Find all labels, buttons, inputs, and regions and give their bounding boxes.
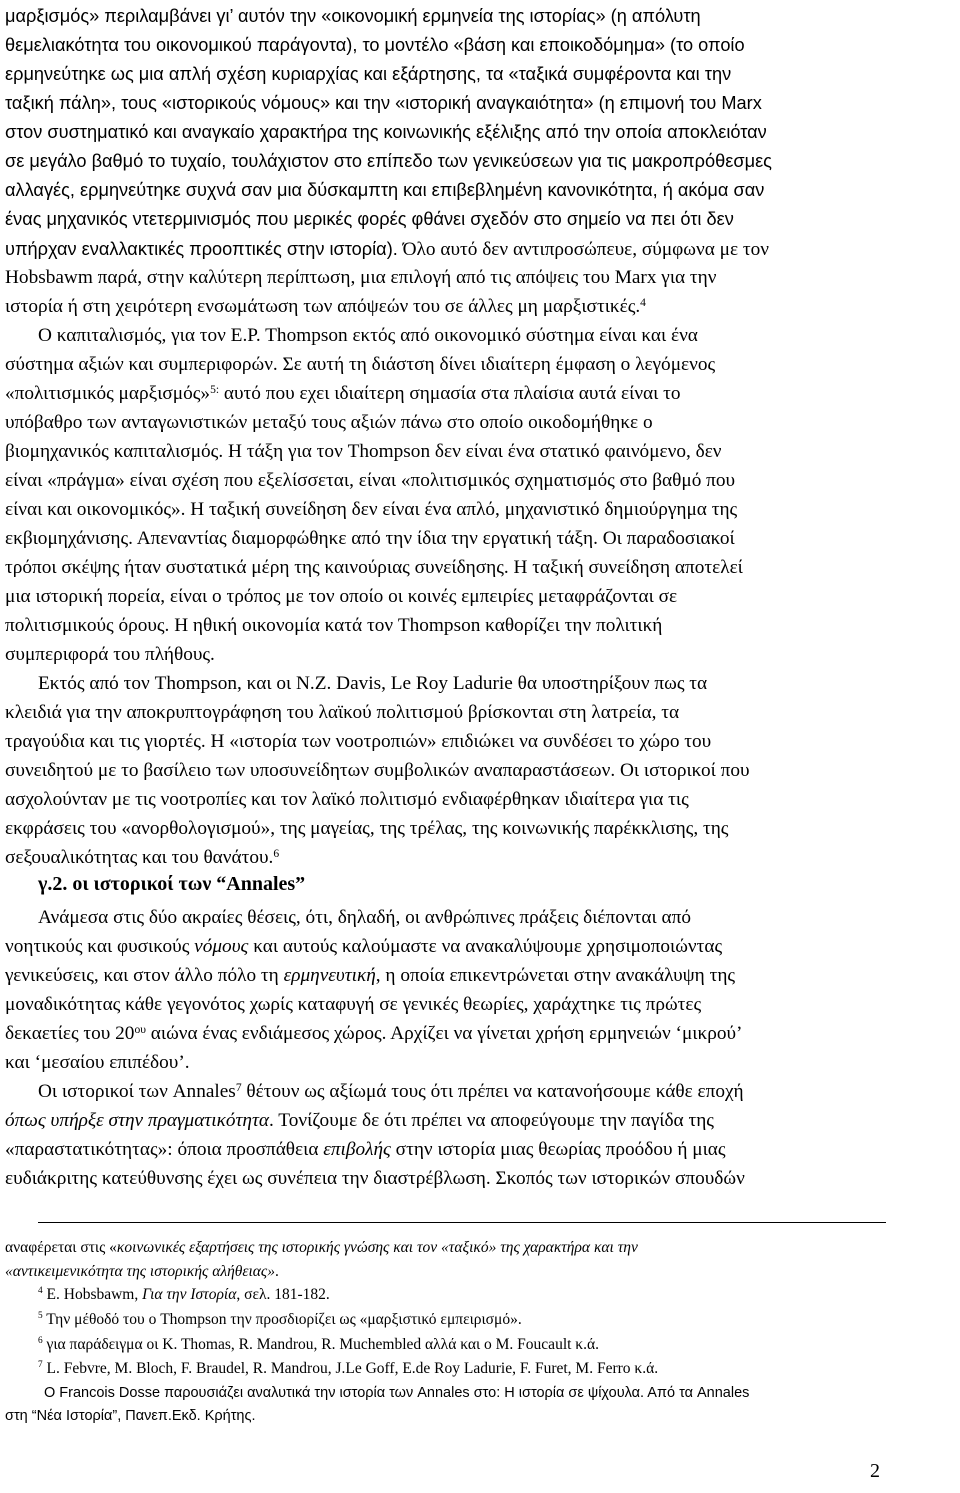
footnote-number: 7 [38,1360,43,1370]
body-line: ταξική πάλη», τους «ιστορικούς νόμους» και την «ιστορική αναγκαιότητα» (η επιμονή του Marx [5,93,762,113]
footnote-ref-6: 6 [273,847,280,860]
footnote-line [5,1238,638,1258]
body-line [5,380,681,408]
footnote-italic: Για την Ιστορία [142,1286,237,1303]
body-line: θεμελιακότητα του οικονομικού παράγοντα), το μοντέλο «βάση και εποικοδόμημα» (το οποίο [5,35,745,55]
footnote-text: L. Febvre, M. Bloch, F. Braudel, R. Mandrou, J.Le Goff, E.de Roy Ladurie, F. Furet, M. Ferro κ.ά. [42,1360,659,1377]
body-line: είναι και οικονομικός». Η ταξική συνείδηση δεν είναι ένα απλό, μηχανιστικό δημιούργημα της [5,499,738,520]
body-text: , η οποία επικεντρώνεται στην ανακάλυψη της [375,965,736,986]
body-text: σεξουαλικότητας και του θανάτου. [5,847,274,868]
italic-text: νόμους [194,936,249,957]
body-line [5,1020,742,1048]
body-line: είναι «πράγμα» είναι σχέση που εξελίσσεται, είναι «πολιτισμικός σχηματισμός στο βαθμό που [5,470,736,491]
footnote-italic: κοινωνικές εξαρτήσεις της ιστορικής γνώσης και τον «ταξικό» της χαρακτήρα και την [116,1239,638,1256]
body-text: γενικεύσεις, και στον άλλο πόλο τη [5,965,284,986]
footnote-text: E. Hobsbawm, [42,1286,143,1303]
footnote-text: αναφέρεται στις « [5,1239,117,1256]
body-line: σε μεγάλο βαθμό το τυχαίο, τουλάχιστον στο επίπεδο των γενικεύσεων για τις μακροπρόθεσμες [5,151,772,171]
body-text: στην ιστορία μιας θεωρίας προόδου ή μιας [390,1139,726,1160]
body-text: αυτό που εχει ιδιαίτερη σημασία στα πλαίσια αυτά είναι το [219,383,681,404]
body-line: ευδιάκριτης κατεύθυνσης έχει ως συνέπεια την διαστρέβλωση. Σκοπός των ιστορικών σπουδών [5,1168,745,1189]
body-line: πολιτισμικούς όρους. Η ηθική οικονομία κατά τον Thompson καθορίζει την πολιτική [5,615,663,636]
body-line: Ο καπιταλισμός, για τον E.P. Thompson εκτός από οικονομικό σύστημα είναι και ένα [38,325,698,346]
body-line [5,1107,714,1135]
footnote-number: 6 [38,1336,43,1346]
footnote-ref-5: 5: [210,383,220,396]
footnote-number: 4 [38,1286,43,1296]
body-line [38,1078,744,1106]
body-line: εκφράσεις του «ανορθολογισμού», της μαγείας, της τρέλας, της κοινωνικής παρέκκλισης, της [5,818,729,839]
italic-text: όπως υπήρξε στην πραγματικότητα [5,1110,269,1131]
italic-text: επιβολής [323,1139,391,1160]
italic-text: ερμηνευτική [283,965,376,986]
body-line [5,962,735,990]
body-text: υπήρχαν εναλλακτικές προοπτικές στην ιστορία). [5,239,398,259]
body-line: ένας μηχανικός ντετερμινισμός που μερικές φορές φθάνει σχεδόν στο σημείο να πει ότι δεν [5,209,734,229]
body-line: ερμηνεύτηκε ως μια απλή σχέση κυριαρχίας και εξάρτησης, τα «ταξικά συμφέροντα και την [5,64,732,84]
body-text: ιστορία ή στη χειρότερη ενσωμάτωση των απόψεών του σε άλλες μη μαρξιστικές. [5,296,641,317]
footnote-number: 5 [38,1311,43,1321]
footnote-divider [38,1222,886,1223]
body-line: συνειδητού με το βασίλειο των υποσυνείδητων συμβολικών αναπαραστάσεων. Οι ιστορικοί που [5,760,750,781]
body-text: νοητικούς και φυσικούς [5,936,195,957]
body-line: σύστημα αξιών και συμπεριφορών. Σε αυτή τη διάστση δίνει ιδιαίτερη έμφαση ο λεγόμενος [5,354,716,375]
body-line: στον συστηματικό και αναγκαίο χαρακτήρα της κοινωνικής εξέλιξης από την οποία αποκλειόταν [5,122,767,142]
body-text: Οι ιστορικοί των Annales [38,1081,236,1102]
body-line: Εκτός από τον Thompson, και οι N.Z. Davis, Le Roy Ladurie θα υποστηρίξουν πως τα [38,673,708,694]
body-line: και ‘μεσαίου επιπέδου’. [5,1052,190,1073]
body-line: Ανάμεσα στις δύο ακραίες θέσεις, ότι, δηλαδή, οι ανθρώπινες πράξεις διέπονται από [38,907,691,928]
footnote-ref-4: 4 [640,296,646,309]
body-line: Hobsbawm παρά, στην καλύτερη περίπτωση, μια επιλογή από τις απόψεις του Marx για την [5,267,717,288]
body-line [5,933,722,961]
body-line: μοναδικότητας κάθε γεγονότος χωρίς καταφυγή σε γενικές θεωρίες, χαράχτηκε τις πρώτες [5,994,702,1015]
footnote-ref-7: 7 [235,1081,242,1094]
body-line: βιομηχανικός καπιταλισμός. Η τάξη για τον Thompson δεν είναι ένα στατικό φαινόμενο, δεν [5,441,722,462]
body-line [5,844,279,872]
footnote-7-continuation: Ο Francois Dosse παρουσιάζει αναλυτικά την ιστορία των Annales στο: Η ιστορία σε ψίχουλα. Από τα Annales [44,1385,750,1401]
footnote-7 [38,1359,658,1379]
body-line [5,235,769,263]
body-text: Όλο αυτό δεν αντιπροσώπευε, σύμφωνα με τον [397,239,769,260]
body-line: τραγούδια και τις γιορτές. Η «ιστορία των νοοτροπιών» επιδιώκει να συνδέσει το χώρο του [5,731,712,752]
body-line [5,1136,726,1164]
body-line: κλειδιά για την αποκρυπτογράφηση του λαϊκού πολιτισμού βρίσκονται στη λατρεία, τα [5,702,680,723]
body-line [5,293,646,321]
body-line: συμπεριφορά του πλήθους. [5,644,215,665]
footnote-italic: «αντικειμενικότητα της ιστορικής αλήθειας» [5,1263,275,1280]
superscript: ου [134,1023,146,1036]
footnote-text: , σελ. 181-182. [236,1286,330,1303]
body-line: εκβιομηχάνισης. Απεναντίας διαμορφώθηκε από την ίδια την εργατική τάξη. Οι παραδοσιακοί [5,528,735,549]
body-text: . Τονίζουμε δε ότι πρέπει να αποφεύγουμε την παγίδα της [269,1110,714,1131]
body-text: «παραστατικότητας»: όποια προσπάθεια [5,1139,324,1160]
footnote-7-continuation: στη “Νέα Ιστορία”, Πανεπ.Εκδ. Κρήτης. [5,1408,256,1424]
body-text: «πολιτισμικός μαρξισμός» [5,383,211,404]
footnote-text: για παράδειγμα οι K. Thomas, R. Mandrou, R. Muchembled αλλά και ο M. Foucault κ.ά. [42,1336,599,1353]
body-line: υπόβαθρο των ανταγωνιστικών μεταξύ τους αξιών πάνω στο οποίο οικοδομήθηκε ο [5,412,653,433]
body-text: και αυτούς καλούμαστε να ανακαλύψουμε χρησιμοποιώντας [248,936,723,957]
footnote-line [5,1262,279,1282]
footnote-text: Την μέθοδό του ο Thompson την προσδιορίζει ως «μαρξιστικό εμπειρισμό». [42,1311,522,1328]
footnote-4 [38,1285,330,1305]
body-text: θέτουν ως αξίωμά τους ότι πρέπει να κατανοήσουμε κάθε εποχή [241,1081,744,1102]
body-text: δεκαετίες του 20 [5,1023,135,1044]
footnote-text: . [274,1263,279,1280]
body-line: μια ιστορική πορεία, είναι ο τρόπος με τον οποίο οι κοινές εμπειρίες μεταφράζονται σε [5,586,678,607]
footnote-6 [38,1335,599,1355]
footnote-5 [38,1310,522,1330]
body-line: μαρξισμός» περιλαμβάνει γι’ αυτόν την «οικονομική ερμηνεία της ιστορίας» (η απόλυτη [5,6,701,26]
body-line: τρόποι σκέψης ήταν συστατικά μέρη της καινούριας συνείδησης. Η ταξική συνείδηση αποτελεί [5,557,743,578]
body-text: αιώνα ένας ενδιάμεσος χώρος. Αρχίζει να γίνεται χρήση ερμηνειών ‘μικρού’ [145,1023,743,1044]
body-line: αλλαγές, ερμηνεύτηκε συχνά σαν μια δύσκαμπτη και επιβεβλημένη κανονικότητα, ή ακόμα σαν [5,180,765,200]
section-heading: γ.2. οι ιστορικοί των “Annales” [38,873,306,895]
page-number: 2 [870,1460,880,1482]
body-line: ασχολούνταν με τις νοοτροπίες και τον λαϊκό πολιτισμό ενδιαφέρθηκαν ιδιαίτερα για τις [5,789,689,810]
